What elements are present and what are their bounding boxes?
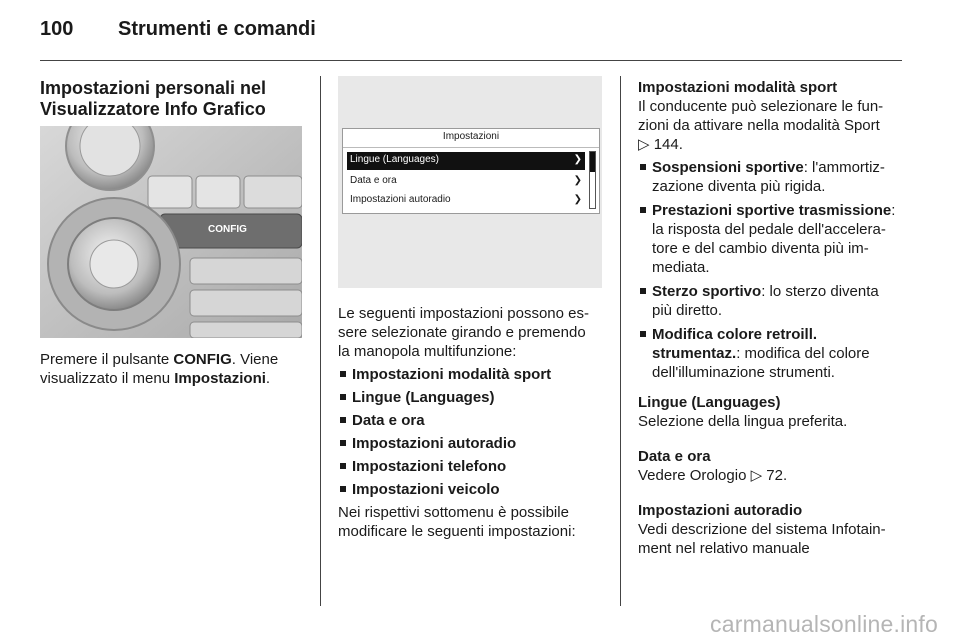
section-heading (40, 78, 310, 120)
list-item: Impostazioni autoradio (338, 434, 610, 453)
chevron-right-icon: ❯ (573, 194, 582, 205)
config-instruction (40, 350, 310, 388)
intro-line: la manopola multifunzione: (338, 343, 517, 360)
chapter-title: Strumenti e comandi (118, 18, 316, 40)
heading-line: Impostazioni personali nel (40, 78, 267, 98)
outro-line: Nei rispettivi sottomenu è possibile (338, 504, 569, 521)
outro-line: modificare le seguenti impostazioni: (338, 523, 576, 540)
arrow-reference-icon: ▷ (638, 136, 654, 153)
body-line: Il conducente può selezionare le fun- (638, 98, 884, 115)
list-item: Lingue (Languages) (338, 388, 610, 407)
settings-details (638, 78, 908, 558)
config-button-photo (40, 126, 302, 338)
display-scrollbar-thumb (590, 152, 595, 172)
subsection-title: Data e ora (638, 448, 711, 465)
body-line: Vedere Orologio ▷ 72. (638, 467, 788, 484)
menu-item-label: Data e ora (350, 175, 397, 186)
body-line: zioni da attivare nella modalità Sport (638, 117, 880, 134)
instruction-line: Premere il pulsante CONFIG. Viene (40, 351, 279, 368)
display-menu-item-selected (347, 152, 585, 170)
sport-options-list (638, 158, 908, 382)
chevron-right-icon: ❯ (573, 175, 582, 186)
dashboard-illustration (40, 126, 302, 338)
display-menu-item (347, 173, 585, 191)
menu-item-label: Lingue (Languages) (350, 154, 439, 165)
menu-item-label: Impostazioni autoradio (350, 194, 451, 205)
list-item: Modifica colore retroill. strumentaz.: modifica del colore dell'illuminazione strumenti. (638, 325, 908, 382)
display-menu-item (347, 192, 585, 210)
page-number: 100 (40, 18, 74, 40)
heading-line: Visualizzatore Info Grafico (40, 99, 266, 119)
instruction-line: visualizzato il menu Impostazioni. (40, 370, 271, 387)
subsection-title: Impostazioni autoradio (638, 502, 803, 519)
list-item: Impostazioni veicolo (338, 480, 610, 499)
list-item: Data e ora (338, 411, 610, 430)
subsection-title: Lingue (Languages) (638, 394, 781, 411)
settings-list (338, 365, 610, 499)
config-button-label: CONFIG (208, 224, 247, 235)
intro-line: Le seguenti impostazioni possono es- (338, 305, 589, 322)
page-reference: ▷ 144. (638, 136, 683, 153)
subsection-title: Impostazioni modalità sport (638, 79, 838, 96)
list-item: Sterzo sportivo: lo sterzo diventa più diretto. (638, 282, 908, 320)
column-divider-1 (320, 76, 321, 606)
display-title: Impostazioni (343, 129, 599, 148)
display-frame (342, 128, 600, 214)
column-divider-2 (620, 76, 621, 606)
body-line: Selezione della lingua preferita. (638, 413, 848, 430)
list-item: Impostazioni modalità sport (338, 365, 610, 384)
body-line: Vedi descrizione del sistema Infotain- (638, 521, 886, 538)
arrow-reference-icon: ▷ (750, 467, 767, 484)
list-item: Impostazioni telefono (338, 457, 610, 476)
watermark: carmanualsonline.info (710, 611, 938, 637)
list-item: Prestazioni sportive trasmissione: la risposta del pedale dell'accelera- tore e del cambio diventa più im- mediata. (638, 201, 908, 277)
header-rule (40, 60, 902, 61)
body-line: ment nel relativo manuale (638, 540, 810, 557)
display-screenshot (338, 76, 602, 288)
list-item: Sospensioni sportive: l'ammortiz- zazione diventa più rigida. (638, 158, 908, 196)
chevron-right-icon: ❯ (573, 154, 582, 165)
settings-intro (338, 304, 610, 541)
intro-line: sere selezionate girando e premendo (338, 324, 586, 341)
display-scrollbar (589, 151, 596, 209)
